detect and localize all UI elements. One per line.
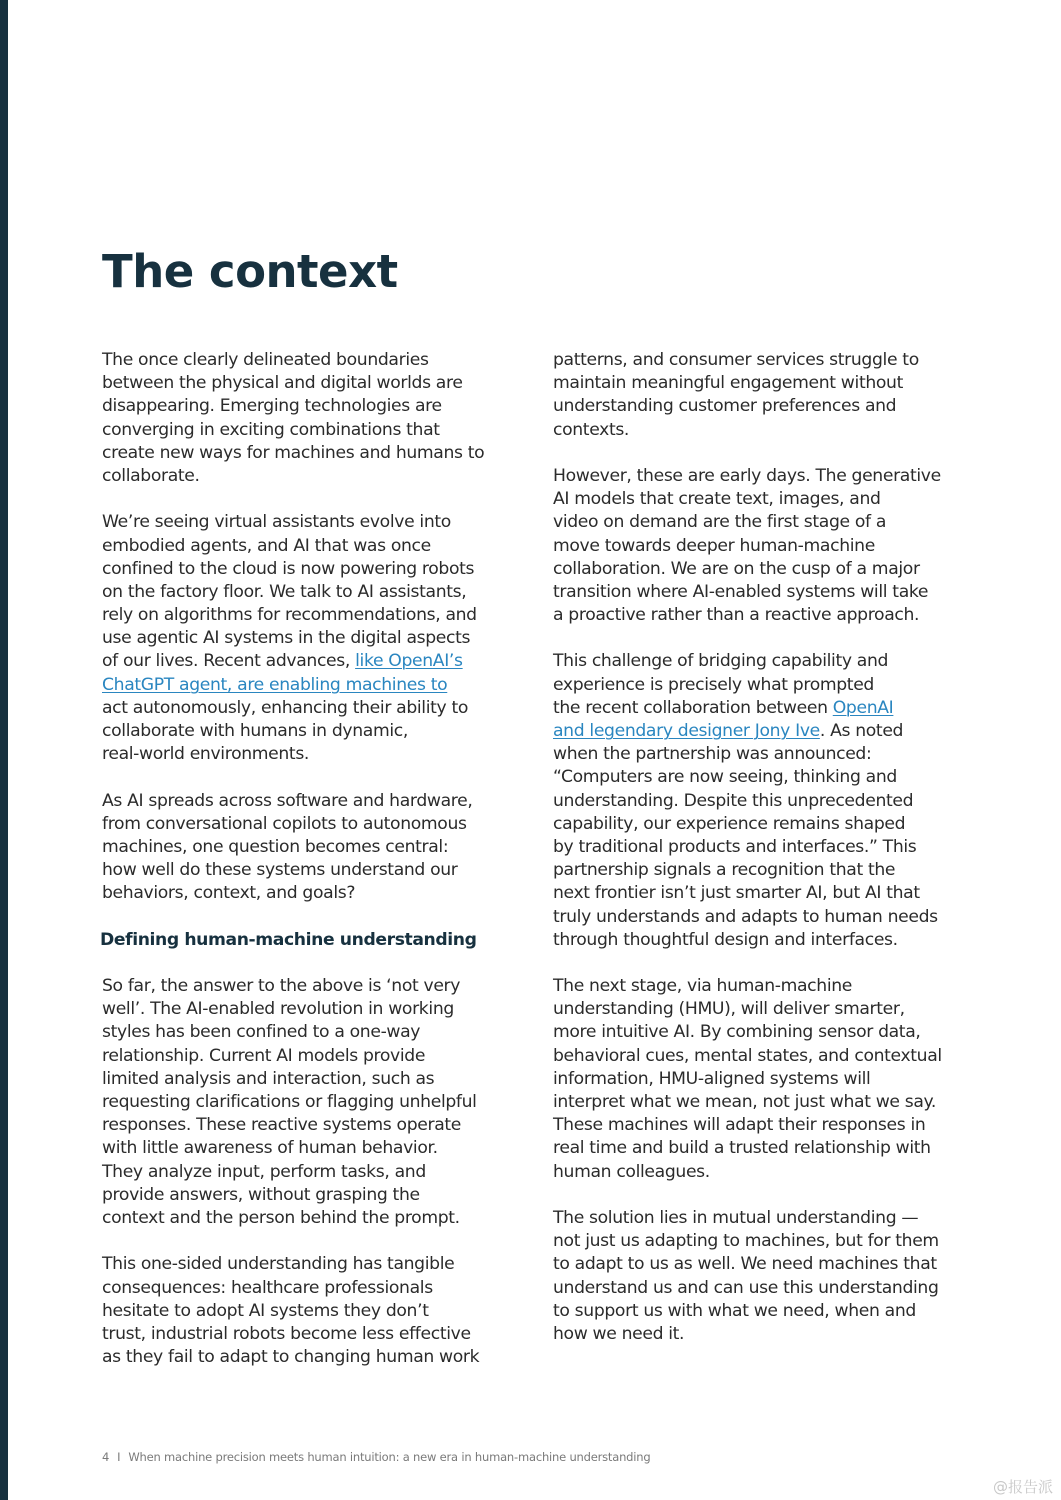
text-line: when the partnership was announced: [553,744,872,765]
chatgpt-agent-link[interactable]: like OpenAI’s [355,651,463,672]
paragraph-3 [102,790,522,906]
text-line: As AI spreads across software and hardware, [102,790,473,811]
text-line: disappearing. Emerging technologies are [102,396,442,417]
text-line: use agentic AI systems in the digital aspects [102,628,471,649]
text-line: real time and build a trusted relationship with [553,1138,931,1159]
text-line: more intuitive AI. By combining sensor data, [553,1022,921,1043]
paragraph-9 [553,975,973,1184]
text-line: contexts. [553,419,630,440]
paragraph-gap [102,906,522,929]
text-line: responses. These reactive systems operate [102,1115,461,1136]
document-title: When machine precision meets human intuition: a new era in human-machine understanding [128,1450,651,1464]
left-column [102,349,522,1369]
text-line: move towards deeper human-machine [553,535,875,556]
text-line: understanding customer preferences and [553,396,897,417]
text-line: hesitate to adopt AI systems they don’t [102,1300,429,1321]
text-line [102,674,522,697]
paragraph-1 [102,349,522,488]
text-line: behavioral cues, mental states, and contextual [553,1045,942,1066]
paragraph-7 [553,465,973,627]
right-column [553,349,973,1346]
paragraph-4 [102,975,522,1230]
text-line: experience is precisely what prompted [553,674,874,695]
text-line: This one-sided understanding has tangible [102,1254,455,1275]
paragraph-gap [102,766,522,789]
text-line: The once clearly delineated boundaries [102,350,429,370]
text-line: provide answers, without grasping the [102,1184,420,1205]
text-line: consequences: healthcare professionals [102,1277,433,1298]
text-line: from conversational copilots to autonomous [102,813,467,834]
text-line: capability, our experience remains shaped [553,813,906,834]
text-line [553,697,973,720]
text-line: with little awareness of human behavior. [102,1138,438,1159]
text-line: not just us adapting to machines, but for them [553,1231,939,1252]
text-line: context and the person behind the prompt. [102,1207,460,1228]
text-line: We’re seeing virtual assistants evolve into [102,512,451,533]
text-line: understanding. Despite this unprecedented [553,790,914,811]
text-line: collaboration. We are on the cusp of a major [553,558,920,579]
text-line: patterns, and consumer services struggle to [553,350,919,370]
text-line: These machines will adapt their responses in [553,1115,926,1136]
text-line: requesting clarifications or flagging unhelpful [102,1092,477,1112]
text-line: machines, one question becomes central: [102,836,449,857]
text-line: how well do these systems understand our [102,860,458,881]
text-line: a proactive rather than a reactive approach. [553,605,920,626]
paragraph-5 [102,1253,522,1369]
text-line: well’. The AI-enabled revolution in working [102,999,454,1020]
text-line [102,650,522,673]
text-line: video on demand are the first stage of a [553,512,887,533]
text-line: trust, industrial robots become less effective [102,1323,471,1344]
page-title: The context [102,245,398,298]
paragraph-gap [553,627,973,650]
left-accent-bar [0,0,8,1500]
text-line: “Computers are now seeing, thinking and [553,767,897,788]
text-line: converging in exciting combinations that [102,419,440,440]
text-line: embodied agents, and AI that was once [102,535,431,556]
text-line: as they fail to adapt to changing human work [102,1347,480,1368]
text-line: confined to the cloud is now powering robots [102,558,475,579]
text-line: behaviors, context, and goals? [102,883,356,904]
text-line: rely on algorithms for recommendations, and [102,605,477,626]
paragraph-8 [553,650,973,951]
text-line: information, HMU-aligned systems will [553,1068,871,1089]
text-line: between the physical and digital worlds are [102,373,463,394]
paragraph-6 [553,349,973,442]
text-line: AI models that create text, images, and [553,489,881,510]
text-line: through thoughtful design and interfaces. [553,929,898,950]
paragraph-gap [553,952,973,975]
text-line: So far, the answer to the above is ‘not very [102,976,461,997]
text-line: They analyze input, perform tasks, and [102,1161,426,1182]
section-subheading: Defining human-machine understanding [100,929,477,950]
text-line: transition where AI-enabled systems will take [553,581,929,602]
paragraph-gap [553,442,973,465]
text-line: understanding (HMU), will deliver smarter, [553,999,905,1020]
text-line: human colleagues. [553,1161,710,1182]
chatgpt-agent-link-continued[interactable]: ChatGPT agent, are enabling machines to [102,674,448,695]
text-line: collaborate. [102,465,200,486]
text-line: This challenge of bridging capability and [553,651,889,672]
text-line: However, these are early days. The generative [553,465,941,486]
text-line: limited analysis and interaction, such as [102,1068,435,1089]
page-number: 4 [102,1450,110,1464]
text-fragment: the recent collaboration between [553,697,833,718]
openai-jony-ive-link-continued[interactable]: and legendary designer Jony Ive [553,721,820,741]
text-line: how we need it. [553,1323,685,1344]
text-line: on the factory floor. We talk to AI assistants, [102,581,467,602]
paragraph-2 [102,511,522,766]
text-line: relationship. Current AI models provide [102,1045,426,1066]
text-line: to support us with what we need, when and [553,1300,916,1321]
text-line: act autonomously, enhancing their ability to [102,697,469,718]
text-line: interpret what we mean, not just what we say. [553,1092,937,1112]
paragraph-gap [102,952,522,975]
paragraph-gap [102,1230,522,1253]
text-line: understand us and can use this understanding [553,1277,939,1298]
paragraph-10 [553,1207,973,1346]
text-fragment: of our lives. Recent advances, [102,651,356,672]
text-line: The next stage, via human-machine [553,976,853,997]
text-line: next frontier isn’t just smarter AI, but AI that [553,883,920,904]
text-fragment: . As noted [819,721,904,741]
text-line: maintain meaningful engagement without [553,373,903,394]
page-footer [102,1450,650,1464]
watermark: @报告派 [992,1478,1053,1496]
paragraph-gap [102,488,522,511]
text-line: collaborate with humans in dynamic, [102,721,408,741]
text-line: partnership signals a recognition that the [553,860,896,881]
text-line: create new ways for machines and humans to [102,442,485,463]
text-line: to adapt to us as well. We need machines that [553,1254,937,1275]
openai-jony-ive-link[interactable]: OpenAI [832,697,894,718]
text-line: styles has been confined to a one-way [102,1022,421,1043]
footer-separator: I [117,1450,121,1464]
text-line: real-world environments. [102,744,310,765]
text-line: by traditional products and interfaces.” This [553,836,917,857]
text-line: truly understands and adapts to human needs [553,906,938,927]
text-line [553,720,973,743]
paragraph-gap [553,1184,973,1207]
text-line: The solution lies in mutual understanding — [553,1207,919,1228]
